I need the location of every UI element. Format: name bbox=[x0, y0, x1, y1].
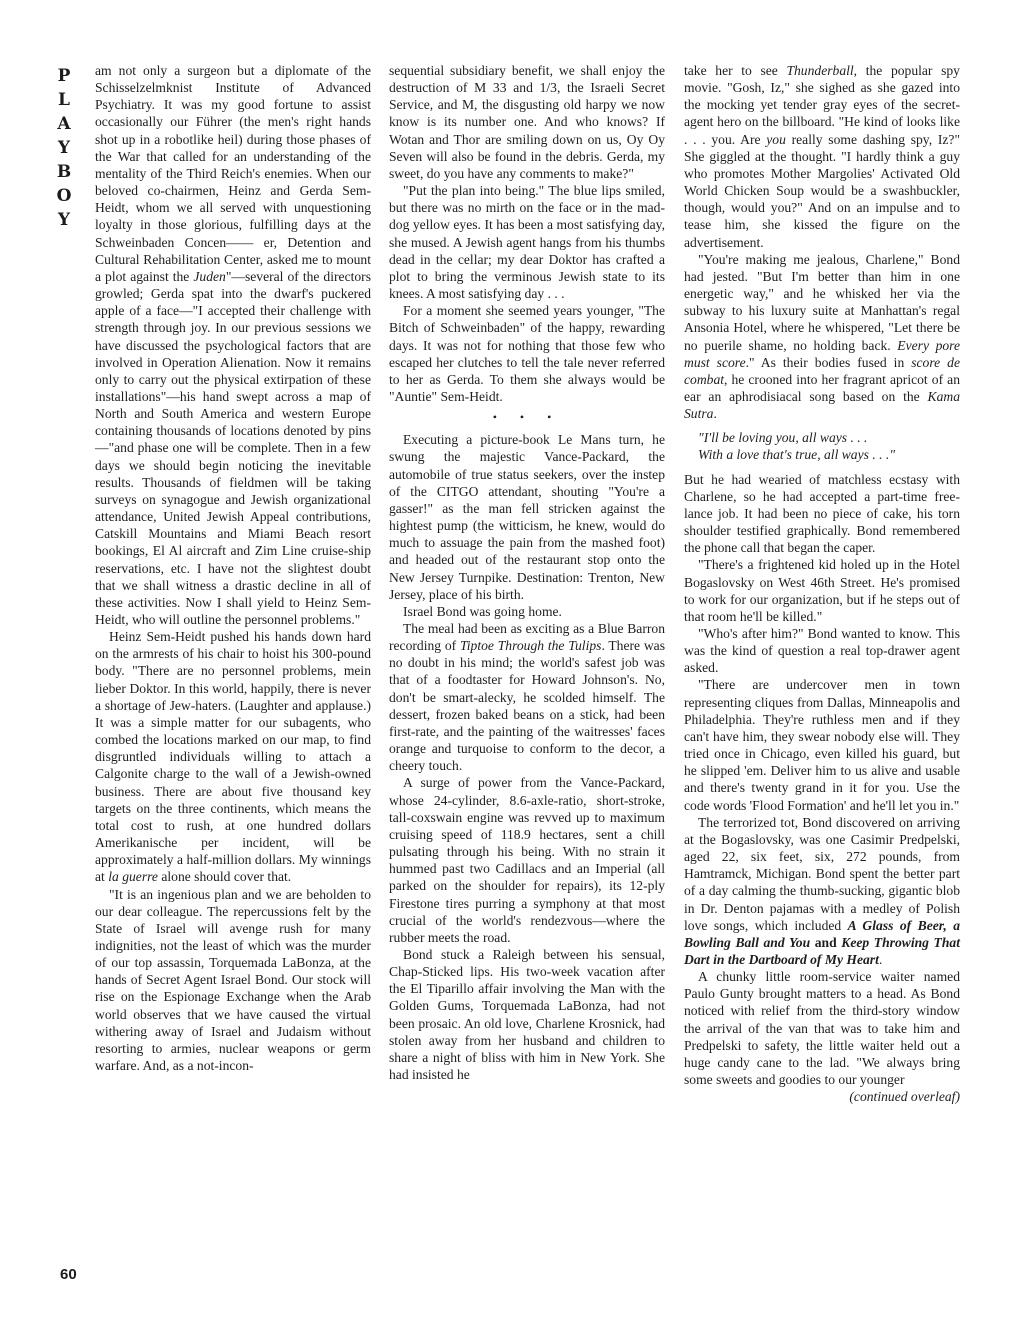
paragraph: "There's a frightened kid holed up in the Hotel Bogaslovsky on West 46th Street. He's promised to work for our organization, but if he steps out of that room he'll be killed." bbox=[684, 557, 960, 624]
section-separator: • • • bbox=[492, 410, 562, 425]
page-number: 60 bbox=[60, 1266, 77, 1283]
paragraph: take her to see Thunderball, the popular spy movie. "Gosh, Iz," she sighed as she gazed into the mocking yet tender gray eyes of the secret-agent hero on the billboard. "He kind of looks like . . . you. Are you really some dashing spy, Iz?" She giggled at the thought. "I hardly think a guy who promotes Mother Margolies' Activated Old World Chicken Soup would be a swashbuckler, though, would you?" And on an impulse and to tease him, she kissed the figure on the advertisement. bbox=[684, 63, 960, 250]
paragraph: "It is an ingenious plan and we are beholden to our dear colleague. The repercussions felt by the State of Israel will avenge rush for many indignities, not the least of which was the murder of our top assassin, Torquemada LaBonza, at the hands of Secret Agent Israel Bond. Our stock will rise on the Espionage Exchange when the Arab world observes that we have caused the virtual withering away of Israel and Judaism without resorting to armies, nuclear weapons or germ warfare. And, as a not-incon- bbox=[95, 886, 371, 1074]
verse-line: "I'll be loving you, all ways . . . bbox=[698, 430, 868, 446]
masthead-letter: Y bbox=[57, 138, 71, 158]
paragraph: The meal had been as exciting as a Blue Barron recording of Tiptoe Through the Tulips. There was no doubt in his mind; the world's safest job was that of a foodtaster for Howard Johnson's. No, don't be smart-alecky, he scolded himself. The dessert, frozen baked beans on a stick, had been first-rate, and the painting of the waitresses' faces orange and turquoise to conform to the decor, a cheery touch. bbox=[389, 621, 665, 774]
paragraph: Executing a picture-book Le Mans turn, he swung the majestic Vance-Packard, the automobile of true status seekers, over the instep of the CITGO attendant, shouting "You're a gasser!" as the man fell stricken against the hightest pump (the witticism, he knew, would do much to assuage the pain from the mashed foot) and headed out of the restaurant stop onto the New Jersey Turnpike. Destination: Trenton, New Jersey, place of his birth. bbox=[389, 432, 665, 602]
masthead-letter: P bbox=[57, 66, 71, 86]
paragraph: A surge of power from the Vance-Packard, whose 24-cylinder, 8.6-axle-ratio, short-stroke, tall-coxswain engine was revved up to maximum cruising speed of 118.9 hectares, sent a chill pulsating through his being. With no strain it hummed past two Cadillacs and an Imperial (all parked on the shoulder for repairs), its 12-ply Firestone tires purring a symphony at that most crucial of the world's rendezvous—where the rubber meets the road. bbox=[389, 775, 665, 945]
song-verse bbox=[698, 429, 960, 463]
paragraph: But he had wearied of matchless ecstasy with Charlene, so he had accepted a part-time free-lance job. It had been no piece of cake, his torn shoulder testified graphically. Bond remembered the phone call that began the caper. bbox=[684, 471, 960, 556]
paragraph: Bond stuck a Raleigh between his sensual, Chap-Sticked lips. His two-week vacation after the El Tiparillo affair involving the Man with the Golden Gums, Torquemada LaBonza, had not been prosaic. An old love, Charlene Krosnick, had stolen away from her husband and children to share a night of bliss with him in New York. She had insisted he bbox=[389, 946, 665, 1083]
paragraph: am not only a surgeon but a diplomate of the Schisselzelmknist Institute of Advanced Psychiatry. It was my good fortune to assist occasionally our Führer (the men's right hands shot up in a robotlike heil) during those phases of the War that called for an understanding of the mentality of the Third Reich's enemies. When our beloved co-chairmen, Heinz and Gerda Sem-Heidt, whom we all served with unquestioning loyalty in those glorious, fulfilling days at the Schweinbaden Concen—— er, Detention and Cultural Rehabilitation Center, asked me to mount a plot against the Juden"—several of the directors growled; Gerda spat into the dwarf's puckered apple of a face—"I accepted their challenge with strength through joy. In our previous sessions we have discussed the psychological factors that are involved in Operation Alienation. Now it remains only to carry out the physical extirpation of these installations"—his hand swept across a map of North and South America and western Europe containing thousands of locations denoted by pins—"and phase one will be complete. Then in a few days we should begin noticing the inevitable results. Thousands of fieldmen will be taking surveys on synagogue and Jewish organizational attendance, United Jewish Appeal contributions, Catskill Mountains and Miami Beach resort bookings, El Al aircraft and Zim Line cruise-ship reservations, etc. I have not the slightest doubt that we shall witness a drastic decline in all of these activities. Now I shall yield to Heinz Sem-Heidt, who will outline the personnel problems." bbox=[95, 63, 371, 627]
paragraph: Israel Bond was going home. bbox=[403, 603, 562, 619]
paragraph: Heinz Sem-Heidt pushed his hands down hard on the armrests of his chair to hoist his 300-pound body. "There are no personnel problems, mein lieber Doktor. In this world, happily, there is never a shortage of Jew-haters. (Laughter and applause.) It was a simple matter for our subagents, who combed the locations marked on our map, to find disgruntled individuals willing to attach a Calgonite charge to the wall of a Jewish-owned business. There are about five thousand key targets on the three continents, which means the total cost to rush, at one hundred dollars Amerikanische per incident, will be approximately a half-million dollars. My winnings at la guerre alone should cover that. bbox=[95, 629, 371, 885]
paragraph: sequential subsidiary benefit, we shall enjoy the destruction of M 33 and 1/3, the Israeli Secret Service, and M, the disgusting old harpy we now know is its number one. And who knows? If Wotan and Thor are smiling down on us, Oy Oy Seven will also be found in the debris. Gerda, my sweet, do you have any comments to make?" bbox=[389, 63, 665, 181]
paragraph: "Put the plan into being." The blue lips smiled, but there was no mirth on the face or in the mad-dog yellow eyes. It has been a most satisfying day, she mused. A Jewish agent hangs from his thumbs dead in the cellar; my dear Doktor has crafted a plot to bring the verminous Jewish state to its knees. A most satisfying day . . . bbox=[389, 183, 665, 302]
paragraph: "There are undercover men in town representing cliques from Dallas, Minneapolis and Philadelphia. They're ruthless men and if they can't have him, they swear nobody else will. They tried once in Chicago, even killed his guard, but he slipped 'em. Deliver him to us alive and usable and there's twenty grand in it for you. Use the code words 'Flood Formation' and he'll let you in." bbox=[684, 677, 960, 813]
paragraph: A chunky little room-service waiter named Paulo Gunty brought matters to a head. As Bond noticed with relief from the third-story window the arrival of the van that was to take him and Predpelski to safety, the little waiter held out a huge candy cane to the lad. "We always bring some sweets and goodies to our younger bbox=[684, 969, 960, 1088]
paragraph: For a moment she seemed years younger, "The Bitch of Schweinbaden" of the happy, rewarding days. It was not for nothing that those few who escaped her clutches to tell the tale never referred to her as Gerda. To them she always would be "Auntie" Sem-Heidt. bbox=[389, 303, 665, 404]
text-column-left bbox=[95, 62, 371, 1074]
continued-overleaf-note: (continued overleaf) bbox=[849, 1089, 960, 1105]
verse-line: With a love that's true, all ways . . ." bbox=[698, 447, 896, 463]
masthead-letter: L bbox=[58, 90, 70, 110]
playboy-vertical-masthead bbox=[52, 64, 76, 232]
paragraph: "You're making me jealous, Charlene," Bond had jested. "But I'm better than him in one energetic way," and he whisked her via the subway to his luxury suite at Manhattan's regal Ansonia Hotel, where he whispered, "Let there be no puerile shame, no holding back. Every pore must score." As their bodies fused in score de combat, he crooned into her fragrant apricot of an ear an aphrodisiacal song based on the Kama Sutra. bbox=[684, 251, 960, 422]
masthead-letter: B bbox=[56, 162, 72, 182]
paragraph: "Who's after him?" Bond wanted to know. This was the kind of question a real top-drawer agent asked. bbox=[684, 626, 960, 676]
masthead-letter: A bbox=[57, 114, 71, 134]
text-column-middle bbox=[389, 62, 665, 1083]
masthead-letter: Y bbox=[57, 210, 71, 230]
text-column-right bbox=[684, 62, 960, 1105]
masthead-letter: O bbox=[56, 186, 72, 206]
paragraph: The terrorized tot, Bond discovered on arriving at the Bogaslovsky, was one Casimir Predpelski, aged 22, six feet, six, 272 pounds, from Hamtramck, Michigan. Bond spent the better part of a day calming the thumb-sucking, gigantic blob in Dr. Denton pajamas with a medley of Polish love songs, which included A Glass of Beer, a Bowling Ball and You and Keep Throwing That Dart in the Dartboard of My Heart. bbox=[684, 814, 960, 967]
